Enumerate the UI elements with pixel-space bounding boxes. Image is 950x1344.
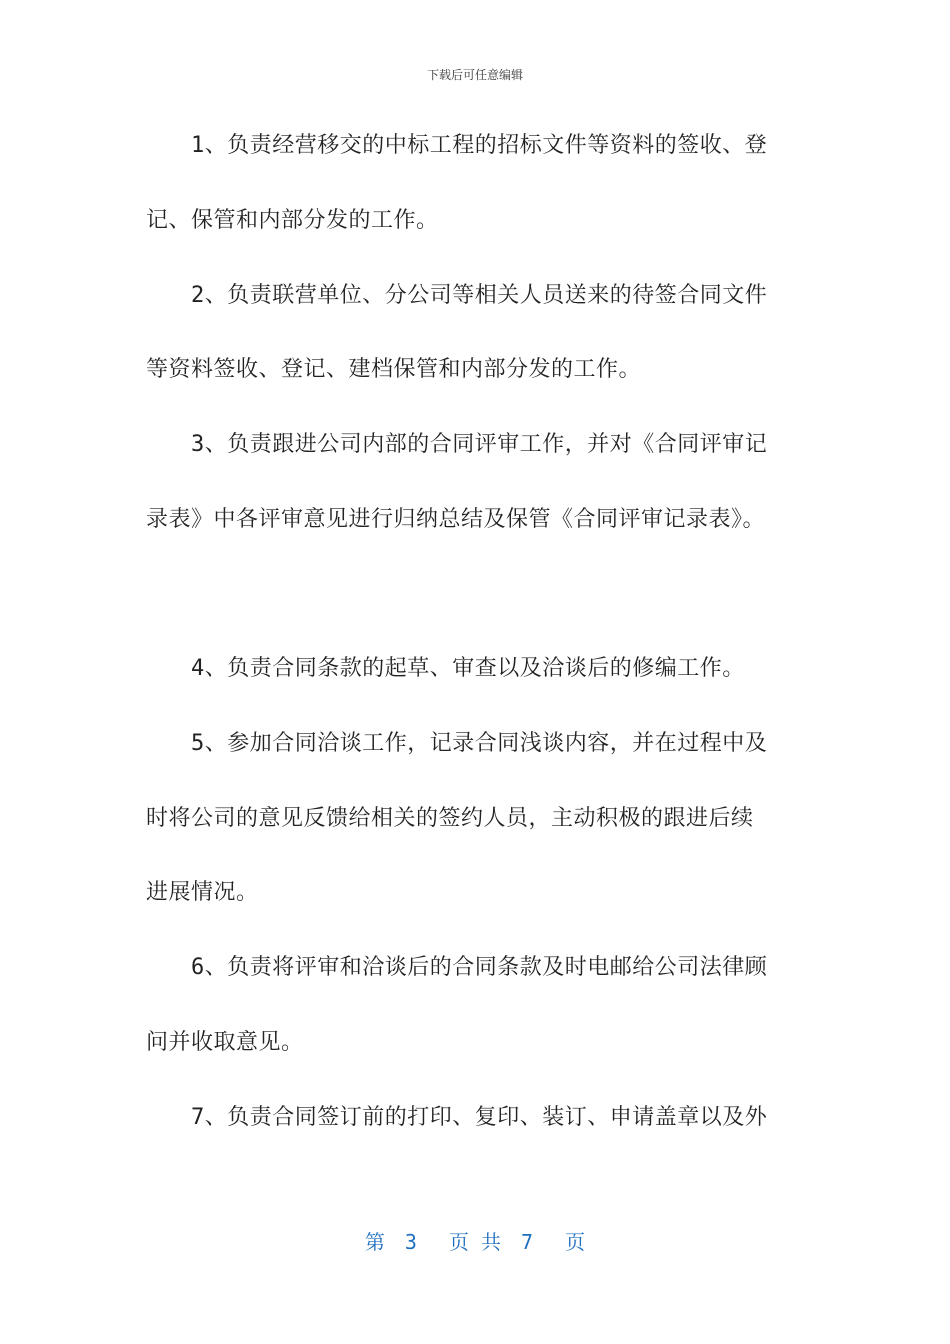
paragraph-line: 进展情况。 [146,880,259,905]
page-number-footer: 第 3 页 共 7 页 [364,1230,586,1254]
paragraph-line: 7、负责合同签订前的打印、复印、装订、申请盖章以及外 [146,1105,768,1130]
paragraph-line: 1、负责经营移交的中标工程的招标文件等资料的签收、登 [146,133,768,158]
paragraph-line: 6、负责将评审和洽谈后的合同条款及时电邮给公司法律顾 [146,955,768,980]
page-header: 下载后可任意编辑 [426,68,523,82]
paragraph-line: 5、参加合同洽谈工作，记录合同浅谈内容，并在过程中及 [146,731,768,756]
paragraph-line: 录表》中各评审意见进行归纳总结及保管《合同评审记录表》。 [146,507,766,532]
paragraph-line: 2、负责联营单位、分公司等相关人员送来的待签合同文件 [146,283,768,308]
paragraph-line: 问并收取意见。 [146,1030,304,1055]
paragraph-line: 3、负责跟进公司内部的合同评审工作，并对《合同评审记 [146,432,768,457]
paragraph-line: 4、负责合同条款的起草、审查以及洽谈后的修编工作。 [146,656,745,681]
paragraph-line: 记、保管和内部分发的工作。 [146,208,439,233]
paragraph-line: 等资料签收、登记、建档保管和内部分发的工作。 [146,357,642,382]
paragraph-line: 时将公司的意见反馈给相关的签约人员，主动积极的跟进后续 [146,806,754,831]
